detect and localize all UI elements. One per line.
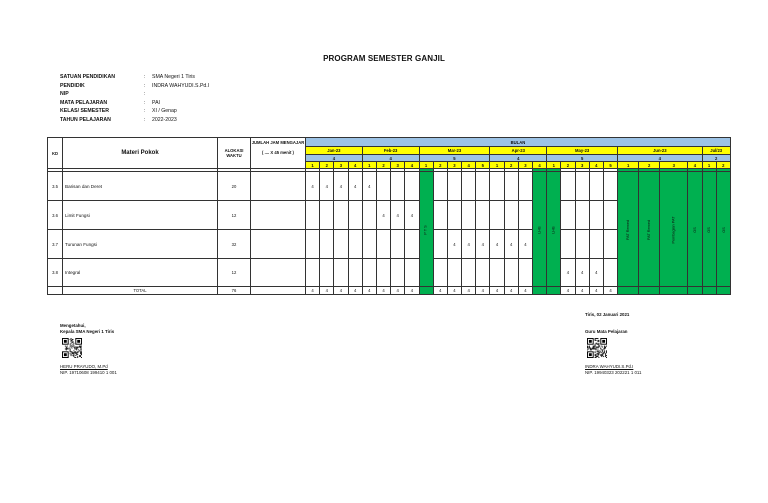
identity-info [60, 73, 209, 125]
acknowledge-label: Mengetahui, [60, 323, 86, 328]
materi-cell: Barisan dan Deret [63, 172, 218, 201]
info-value: XI / Genap [152, 108, 177, 115]
week-number: 4 [533, 162, 547, 169]
semester-schedule-table [47, 137, 731, 295]
total-week-cell: 4 [348, 287, 362, 295]
info-row [60, 107, 209, 116]
green-block-label: LHB [551, 225, 556, 234]
week-cell [433, 230, 447, 259]
week-cell [405, 259, 419, 287]
week-cell [490, 172, 504, 201]
qr-code-icon [587, 338, 607, 358]
info-colon: : [144, 74, 146, 80]
total-week-cell [547, 287, 561, 295]
total-kd [48, 287, 63, 295]
week-cell: 4 [320, 172, 334, 201]
total-week-cell [688, 287, 702, 295]
kd-cell: 3.5 [48, 172, 63, 201]
week-cell [433, 201, 447, 230]
total-week-cell: 4 [405, 287, 419, 295]
alokasi-cell: 20 [218, 172, 251, 201]
week-cell: 4 [476, 230, 490, 259]
green-block-label: LHB [537, 225, 542, 234]
alokasi-cell: 32 [218, 230, 251, 259]
week-cell [348, 230, 362, 259]
total-week-cell [716, 287, 730, 295]
header-alokasi-text: ALOKASI WAKTU [224, 148, 244, 158]
header-materi: Materi Pokok [63, 138, 218, 169]
materi-cell: Limit Fungsi [63, 201, 218, 230]
principal-signature [60, 323, 117, 376]
total-week-cell: 4 [575, 287, 589, 295]
total-jumlah [251, 287, 306, 295]
week-cell [334, 201, 348, 230]
total-week-cell: 4 [334, 287, 348, 295]
total-week-cell [660, 287, 688, 295]
header-alokasi [218, 138, 251, 169]
week-cell: 4 [306, 172, 320, 201]
week-cell [376, 172, 390, 201]
total-week-cell [702, 287, 716, 295]
week-number: 2 [433, 162, 447, 169]
info-value: 2022-2023 [152, 116, 177, 123]
week-cell: 4 [589, 259, 603, 287]
teacher-name: INDRA WAHYUDI.S.Pd.I [585, 364, 634, 369]
week-number: 3 [391, 162, 405, 169]
green-block [547, 172, 561, 287]
week-cell [462, 259, 476, 287]
month-header: May-23 [547, 147, 618, 155]
green-block [716, 172, 730, 287]
kd-cell: 3.8 [48, 259, 63, 287]
week-number: 4 [348, 162, 362, 169]
week-number: 4 [589, 162, 603, 169]
info-row [60, 90, 209, 99]
info-value: SMA Negeri 1 Tiris [152, 74, 195, 80]
qr-code-icon [62, 338, 82, 358]
week-cell: 4 [447, 230, 461, 259]
month-header: Jul/23 [702, 147, 730, 155]
week-cell: 4 [561, 259, 575, 287]
week-cell [334, 259, 348, 287]
info-colon: : [144, 116, 146, 123]
total-week-cell: 4 [306, 287, 320, 295]
info-label: PENDIDIK [60, 82, 85, 89]
jumlah-cell [251, 172, 306, 201]
info-colon: : [144, 108, 146, 115]
week-cell [575, 230, 589, 259]
week-cell [376, 259, 390, 287]
month-header: Mar-23 [419, 147, 490, 155]
week-cell [490, 201, 504, 230]
week-cell [476, 201, 490, 230]
month-week-count: 2 [702, 155, 730, 162]
week-cell [405, 172, 419, 201]
week-cell [561, 230, 575, 259]
info-colon: : [144, 82, 146, 89]
header-kd: KD [48, 138, 63, 169]
green-block [533, 172, 547, 287]
info-label: TAHUN PELAJARAN [60, 116, 111, 123]
week-cell [603, 230, 617, 259]
alokasi-cell: 12 [218, 259, 251, 287]
week-cell [320, 259, 334, 287]
info-label: NIP [60, 91, 69, 98]
week-cell [589, 201, 603, 230]
green-block-label: OS [692, 226, 697, 233]
week-number: 2 [716, 162, 730, 169]
page-title: PROGRAM SEMESTER GANJIL [323, 54, 445, 63]
kd-cell: 3.7 [48, 230, 63, 259]
week-cell [561, 172, 575, 201]
principal-name: HERU PRAYUDO, M.Pd [60, 364, 108, 369]
kd-cell: 3.6 [48, 201, 63, 230]
jumlah-cell [251, 201, 306, 230]
week-cell [589, 172, 603, 201]
teacher-title: Guru Mata Pelajaran [585, 329, 628, 334]
month-header: Jun-23 [618, 147, 702, 155]
week-cell [518, 172, 532, 201]
week-cell [575, 172, 589, 201]
week-number: 2 [639, 162, 660, 169]
week-cell: 4 [334, 172, 348, 201]
week-number: 3 [660, 162, 688, 169]
header-jumlah [251, 138, 306, 169]
month-header: Apr-23 [490, 147, 547, 155]
month-week-count: 4 [306, 155, 363, 162]
table-row [48, 172, 731, 201]
total-week-cell: 4 [603, 287, 617, 295]
green-block [660, 172, 688, 287]
info-row [60, 73, 209, 82]
info-colon: : [144, 99, 146, 106]
week-number: 2 [504, 162, 518, 169]
total-week-cell: 4 [561, 287, 575, 295]
materi-cell: Integral [63, 259, 218, 287]
week-cell [504, 201, 518, 230]
week-cell [405, 230, 419, 259]
total-week-cell: 4 [447, 287, 461, 295]
total-week-cell: 4 [391, 287, 405, 295]
week-cell [504, 172, 518, 201]
week-cell [462, 201, 476, 230]
total-week-cell [419, 287, 433, 295]
total-week-cell: 4 [589, 287, 603, 295]
principal-nip: NIP. 19710608 199410 1 001 [60, 370, 117, 375]
info-value: INDRA WAHYUDI.S.Pd.I [152, 82, 210, 89]
total-week-cell: 4 [490, 287, 504, 295]
total-week-cell: 4 [433, 287, 447, 295]
week-number: 5 [476, 162, 490, 169]
materi-cell: Turunan Fungsi [63, 230, 218, 259]
week-cell [348, 259, 362, 287]
week-number: 2 [561, 162, 575, 169]
week-cell [447, 259, 461, 287]
info-value: PAI [152, 99, 160, 106]
green-block-label: P T S [424, 224, 429, 235]
green-block-label: OS [721, 226, 726, 233]
green-block [419, 172, 433, 287]
week-cell [391, 259, 405, 287]
week-cell [462, 172, 476, 201]
week-cell: 4 [362, 172, 376, 201]
total-week-cell [639, 287, 660, 295]
green-block [618, 172, 639, 287]
week-cell: 4 [348, 172, 362, 201]
week-number: 1 [490, 162, 504, 169]
week-cell: 4 [376, 201, 390, 230]
jumlah-cell [251, 259, 306, 287]
signature-date: Tiris, 02 Januari 2021 [585, 312, 630, 317]
week-cell [433, 259, 447, 287]
week-cell [391, 230, 405, 259]
week-cell [447, 201, 461, 230]
week-cell [433, 172, 447, 201]
header-jumlah-sub: ( .... X 45 menit ) [262, 150, 294, 155]
total-week-cell: 4 [504, 287, 518, 295]
week-number: 4 [405, 162, 419, 169]
week-cell [362, 230, 376, 259]
week-cell [334, 230, 348, 259]
week-number: 3 [447, 162, 461, 169]
month-week-count: 5 [547, 155, 618, 162]
week-cell [306, 259, 320, 287]
week-cell [362, 201, 376, 230]
green-block [688, 172, 702, 287]
jumlah-cell [251, 230, 306, 259]
header-bulan: BULAN [306, 138, 731, 147]
week-number: 1 [419, 162, 433, 169]
total-value: 76 [218, 287, 251, 295]
week-number: 5 [603, 162, 617, 169]
week-cell [589, 230, 603, 259]
green-block-label: OS [707, 226, 712, 233]
info-label: MATA PELAJARAN [60, 99, 108, 106]
week-cell [518, 201, 532, 230]
week-cell [603, 259, 617, 287]
week-cell [391, 172, 405, 201]
info-row [60, 82, 209, 91]
week-cell [320, 201, 334, 230]
total-week-cell: 4 [320, 287, 334, 295]
month-week-count: 4 [618, 155, 702, 162]
week-cell [376, 230, 390, 259]
teacher-signature [585, 329, 641, 376]
total-week-cell [533, 287, 547, 295]
week-cell: 4 [391, 201, 405, 230]
month-week-count: 5 [419, 155, 490, 162]
total-week-cell [618, 287, 639, 295]
week-number: 4 [688, 162, 702, 169]
info-row [60, 99, 209, 108]
week-number: 1 [362, 162, 376, 169]
week-number: 2 [320, 162, 334, 169]
week-number: 1 [306, 162, 320, 169]
week-cell: 4 [518, 230, 532, 259]
week-cell [476, 259, 490, 287]
principal-title: Kepala SMA Negeri 1 Tiris [60, 329, 115, 334]
week-cell [447, 172, 461, 201]
week-cell: 4 [490, 230, 504, 259]
month-week-count: 4 [362, 155, 419, 162]
week-cell [575, 201, 589, 230]
week-cell [561, 201, 575, 230]
total-week-cell: 4 [462, 287, 476, 295]
week-cell [603, 172, 617, 201]
month-week-count: 4 [490, 155, 547, 162]
week-cell [476, 172, 490, 201]
week-number: 4 [462, 162, 476, 169]
green-block-label: PAT Remed [647, 219, 652, 240]
alokasi-cell: 12 [218, 201, 251, 230]
total-week-cell: 4 [362, 287, 376, 295]
week-cell [603, 201, 617, 230]
total-row [48, 287, 731, 295]
week-cell [504, 259, 518, 287]
week-number: 3 [334, 162, 348, 169]
green-block-label: Pembagian PAT [671, 215, 676, 244]
total-label: TOTAL [63, 287, 218, 295]
week-number: 1 [547, 162, 561, 169]
info-label: SATUAN PENDIDIKAN [60, 74, 115, 80]
week-cell [320, 230, 334, 259]
month-header: Feb-23 [362, 147, 419, 155]
week-cell: 4 [462, 230, 476, 259]
info-row [60, 116, 209, 125]
week-cell [306, 230, 320, 259]
month-header: Jan-23 [306, 147, 363, 155]
week-number: 1 [618, 162, 639, 169]
header-jumlah-text: JUMLAH JAM MENGAJAR [251, 140, 305, 145]
green-block [702, 172, 716, 287]
week-cell [362, 259, 376, 287]
week-cell: 4 [405, 201, 419, 230]
teacher-nip: NIP. 19940323 202221 1 011 [585, 370, 642, 375]
green-block [639, 172, 660, 287]
info-colon: : [144, 91, 146, 98]
week-number: 1 [702, 162, 716, 169]
week-cell [306, 201, 320, 230]
info-label: KELAS/ SEMESTER [60, 108, 110, 115]
week-cell [348, 201, 362, 230]
total-week-cell: 4 [518, 287, 532, 295]
green-block-label: PAT Remed [626, 219, 631, 240]
total-week-cell: 4 [376, 287, 390, 295]
total-week-cell: 4 [476, 287, 490, 295]
week-number: 2 [376, 162, 390, 169]
week-cell [490, 259, 504, 287]
week-cell: 4 [504, 230, 518, 259]
week-number: 3 [575, 162, 589, 169]
week-number: 3 [518, 162, 532, 169]
week-cell [518, 259, 532, 287]
week-cell: 4 [575, 259, 589, 287]
